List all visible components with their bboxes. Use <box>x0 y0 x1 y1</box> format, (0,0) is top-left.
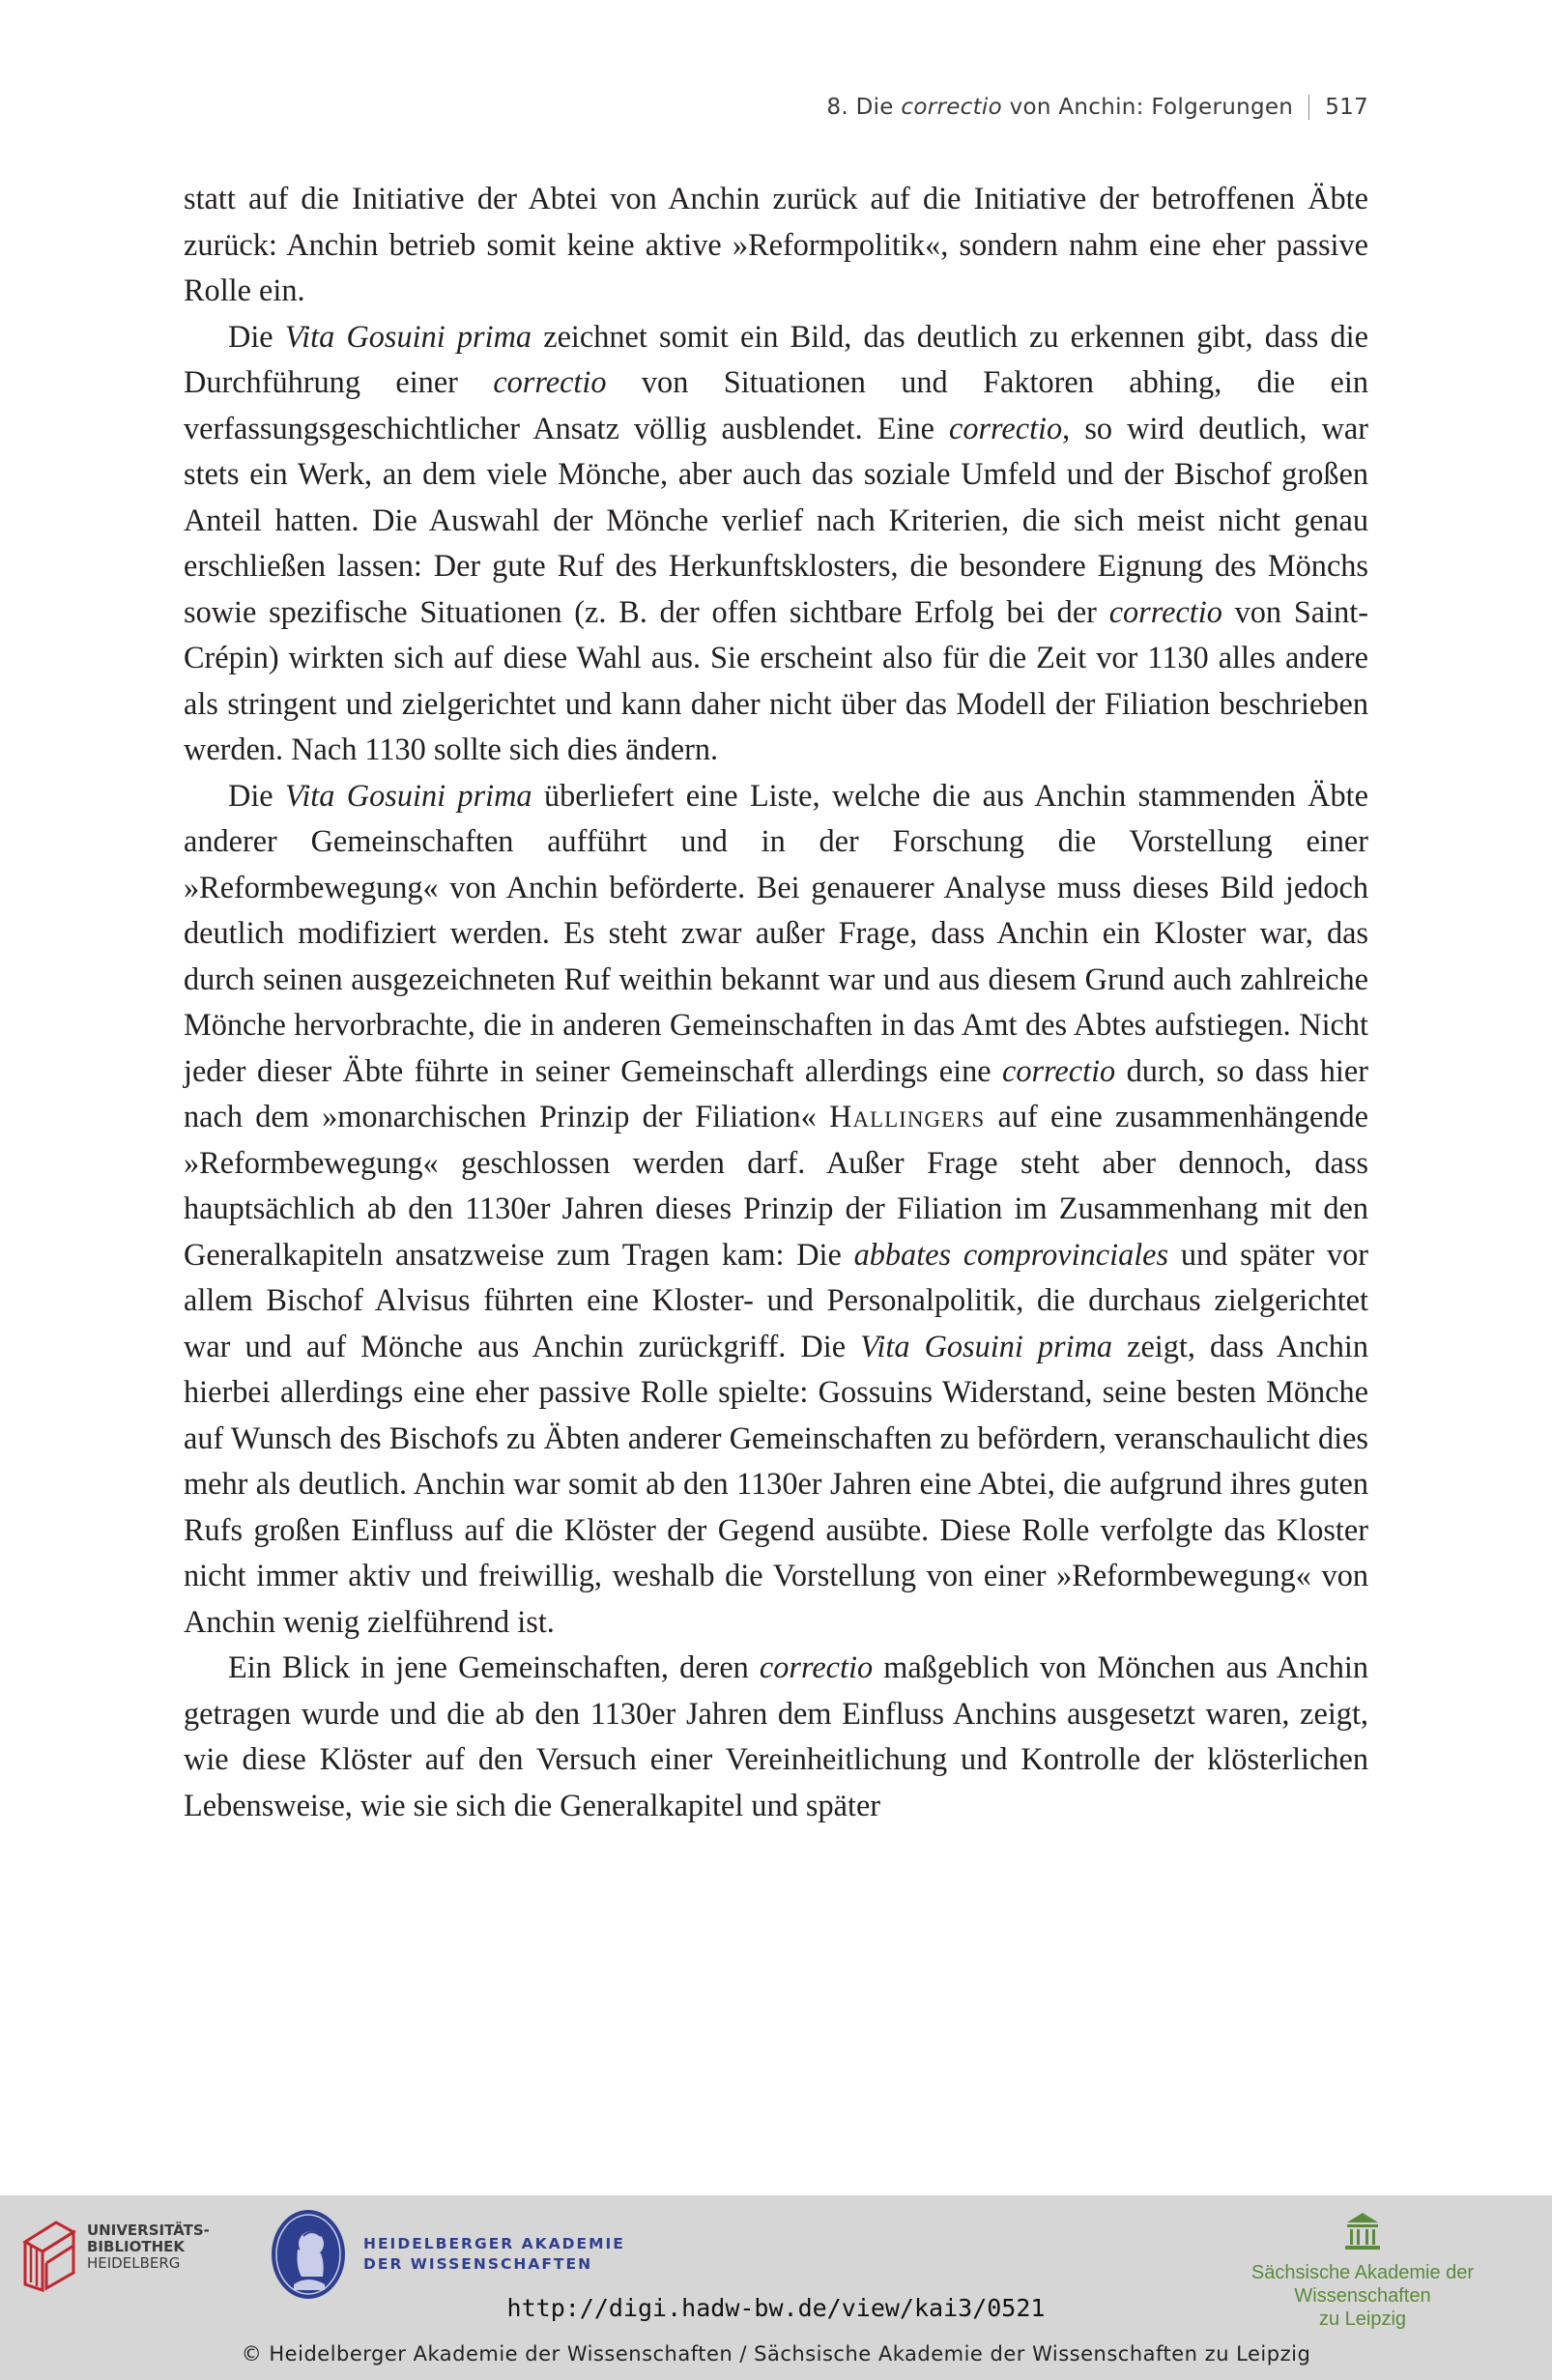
hadw-logo <box>269 2207 625 2302</box>
header-divider <box>1308 95 1309 120</box>
saw-building-icon <box>1343 2209 1382 2251</box>
body-text <box>184 176 1368 1828</box>
ub-logo-line-2: BIBLIOTHEK <box>87 2238 185 2255</box>
saw-logo-line-2: zu Leipzig <box>1318 2308 1407 2330</box>
ub-heidelberg-icon <box>17 2213 77 2292</box>
saw-logo-line-1: Sächsische Akademie der Wissenschaften <box>1250 2262 1475 2307</box>
paragraph-1: statt auf die Initiative der Abtei von Anchin zurück auf die Initiative der betroffenen Äbte zurück: Anchin betrieb somit keine aktive »Reformpolitik«, sondern nahm eine eher passive Rolle ein. <box>184 181 1368 307</box>
hadw-logo-line-2: DER WISSENSCHAFTEN <box>363 2255 593 2273</box>
page-number: 517 <box>1325 95 1368 120</box>
paragraph-4: Ein Blick in jene Gemeinschaften, deren correctio maßgeblich von Mönchen aus Anchin getragen wurde und die ab den 1130er Jahren dem Einfluss Anchins ausgesetzt waren, zeigt, wie diese Klöster auf den Versuch einer Vereinheitlichung und Kontrolle der klösterlichen Lebensweise, wie sie sich die Generalkapitel und später <box>184 1649 1369 1822</box>
hadw-logo-line-1: HEIDELBERGER AKADEMIE <box>363 2235 625 2252</box>
ub-heidelberg-logo <box>17 2213 210 2292</box>
running-header <box>826 95 1368 120</box>
ub-logo-line-3: HEIDELBERG <box>87 2254 181 2272</box>
copyright-notice: © Heidelberger Akademie der Wissenschaften / Sächsische Akademie der Wissenschaften zu Leipzig <box>241 2342 1311 2366</box>
hadw-medallion-icon <box>269 2207 348 2302</box>
chapter-title: 8. Die correctio von Anchin: Folgerungen <box>826 95 1294 120</box>
paragraph-3: Die Vita Gosuini prima überliefert eine Liste, welche die aus Anchin stammenden Äbte anderer Gemeinschaften aufführt und in der Forschung die Vorstellung einer »Reformbewegung« von Anchin beförderte. Bei genauerer Analyse muss dieses Bild jedoch deutlich modifiziert werden. Es steht zwar außer Frage, dass Anchin ein Kloster war, das durch seinen ausgezeichneten Ruf weithin bekannt war und aus diesem Grund auch zahlreiche Mönche hervorbrachte, die in anderen Gemeinschaften in das Amt des Abtes aufstiegen. Nicht jeder dieser Äbte führte in seiner Gemeinschaft allerdings eine correctio durch, so dass hier nach dem »monarchischen Prinzip der Filiation« Hallingers auf eine zusammenhängende »Reformbewegung« geschlossen werden darf. Außer Frage steht aber dennoch, dass hauptsächlich ab den 1130er Jahren dieses Prinzip der Filiation im Zusammenhang mit den Generalkapiteln ansatzweise zum Tragen kam: Die abbates comprovinciales und später vor allem Bischof Alvisus führten eine Kloster- und Personalpolitik, die durchaus zielgerichtet war und auf Mönche aus Anchin zurückgriff. Die Vita Gosuini prima zeigt, dass Anchin hierbei allerdings eine eher passive Rolle spielte: Gossuins Widerstand, seine besten Mönche auf Wunsch des Bischofs zu Äbten anderer Gemeinschaften zu befördern, veranschaulicht dies mehr als deutlich. Anchin war somit ab den 1130er Jahren eine Abtei, die aufgrund ihres guten Rufs großen Einfluss auf die Klöster der Gegend ausübte. Diese Rolle verfolgte das Kloster nicht immer aktiv und freiwillig, weshalb die Vorstellung von einer »Reformbewegung« von Anchin wenig zielführend ist. <box>184 777 1368 1639</box>
paragraph-2: Die Vita Gosuini prima zeichnet somit ein Bild, das deutlich zu erkennen gibt, dass die Durchführung einer correctio von Situationen und Faktoren abhing, die ein verfassungsgeschichtlicher Ansatz völlig ausblendet. Eine correctio, so wird deutlich, war stets ein Werk, an dem viele Mönche, aber auch das soziale Umfeld und der Bischof großen Anteil hatten. Die Auswahl der Mönche verlief nach Kriterien, die sich meist nicht genau erschließen lassen: Der gute Ruf des Herkunftsklosters, die besondere Eignung des Mönchs sowie spezifische Situationen (z. B. der offen sichtbare Erfolg bei der correctio von Saint-Crépin) wirkten sich auf diese Wahl aus. Sie erscheint also für die Zeit vor 1130 alles andere als stringent und zielgerichtet und kann daher nicht über das Modell der Filiation beschrieben werden. Nach 1130 sollte sich dies ändern. <box>184 318 1368 766</box>
permalink-url[interactable]: http://digi.hadw-bw.de/view/kai3/0521 <box>506 2294 1046 2322</box>
ub-logo-line-1: UNIVERSITÄTS- <box>87 2222 210 2239</box>
